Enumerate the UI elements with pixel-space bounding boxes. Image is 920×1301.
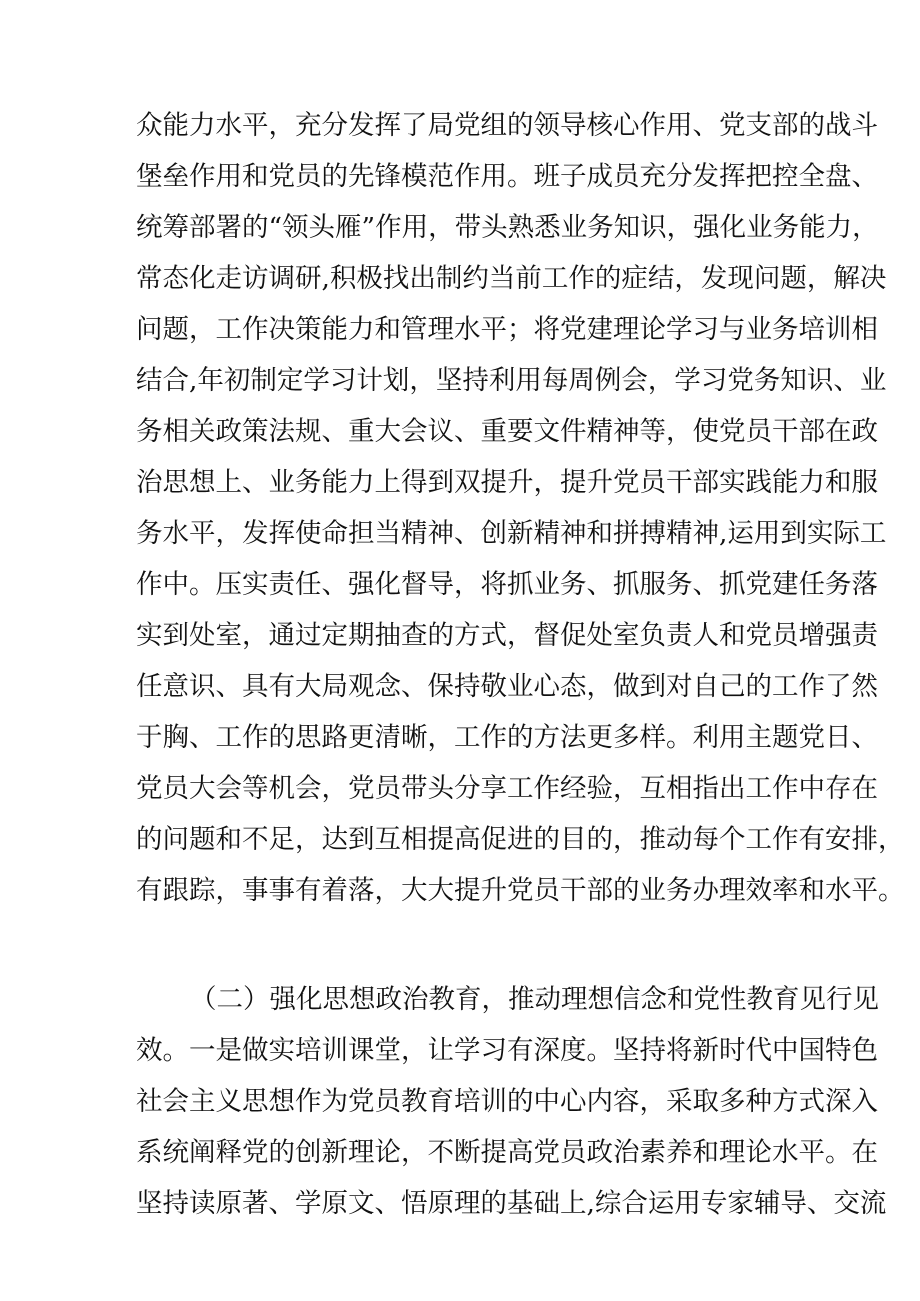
paragraph-1-line-4: 常态化走访调研,积极找出制约当前工作的症结，发现问题，解决: [136, 263, 887, 294]
paragraph-2-line-4: 系统阐释党的创新理论，不断提高党员政治素养和理论水平。在: [136, 1137, 878, 1168]
paragraph-1-line-15: 的问题和不足，达到互相提高促进的目的，推动每个工作有安排，: [136, 824, 905, 855]
paragraph-1-line-16: 有跟踪，事事有着落，大大提升党员干部的业务办理效率和水平。: [136, 875, 905, 906]
paragraph-1-line-1: 众能力水平，充分发挥了局党组的领导核心作用、党支部的战斗: [136, 110, 878, 141]
paragraph-1-line-5: 问题，工作决策能力和管理水平；将党建理论学习与业务培训相: [136, 314, 878, 345]
paragraph-1-line-3: 统筹部署的“领头雁”作用，带头熟悉业务知识，强化业务能力，: [136, 212, 879, 243]
paragraph-1-line-12: 任意识、具有大局观念、保持敬业心态，做到对自己的工作了然: [136, 671, 878, 702]
paragraph-1-line-13: 于胸、工作的思路更清晰，工作的方法更多样。利用主题党日、: [136, 722, 878, 753]
paragraph-1-line-11: 实到处室，通过定期抽查的方式，督促处室负责人和党员增强责: [136, 620, 878, 651]
paragraph-1-line-8: 治思想上、业务能力上得到双提升，提升党员干部实践能力和服: [136, 467, 878, 498]
paragraph-1-line-6: 结合,年初制定学习计划，坚持利用每周例会，学习党务知识、业: [136, 365, 887, 396]
paragraph-2-line-3: 社会主义思想作为党员教育培训的中心内容，采取多种方式深入: [136, 1086, 878, 1117]
paragraph-2-line-2: 效。一是做实培训课堂，让学习有深度。坚持将新时代中国特色: [136, 1035, 878, 1066]
paragraph-2-line-1: （二）强化思想政治教育，推动理想信念和党性教育见行见: [190, 984, 879, 1015]
paragraph-1-line-14: 党员大会等机会，党员带头分享工作经验，互相指出工作中存在: [136, 773, 878, 804]
paragraph-1-line-10: 作中。压实责任、强化督导，将抓业务、抓服务、抓党建任务落: [136, 569, 878, 600]
paragraph-1-line-2: 堡垒作用和党员的先锋模范作用。班子成员充分发挥把控全盘、: [136, 161, 878, 192]
paragraph-1-line-7: 务相关政策法规、重大会议、重要文件精神等，使党员干部在政: [136, 416, 878, 447]
paragraph-1-line-9: 务水平，发挥使命担当精神、创新精神和拼搏精神,运用到实际工: [136, 518, 887, 549]
paragraph-2-line-5: 坚持读原著、学原文、悟原理的基础上,综合运用专家辅导、交流: [136, 1188, 887, 1219]
